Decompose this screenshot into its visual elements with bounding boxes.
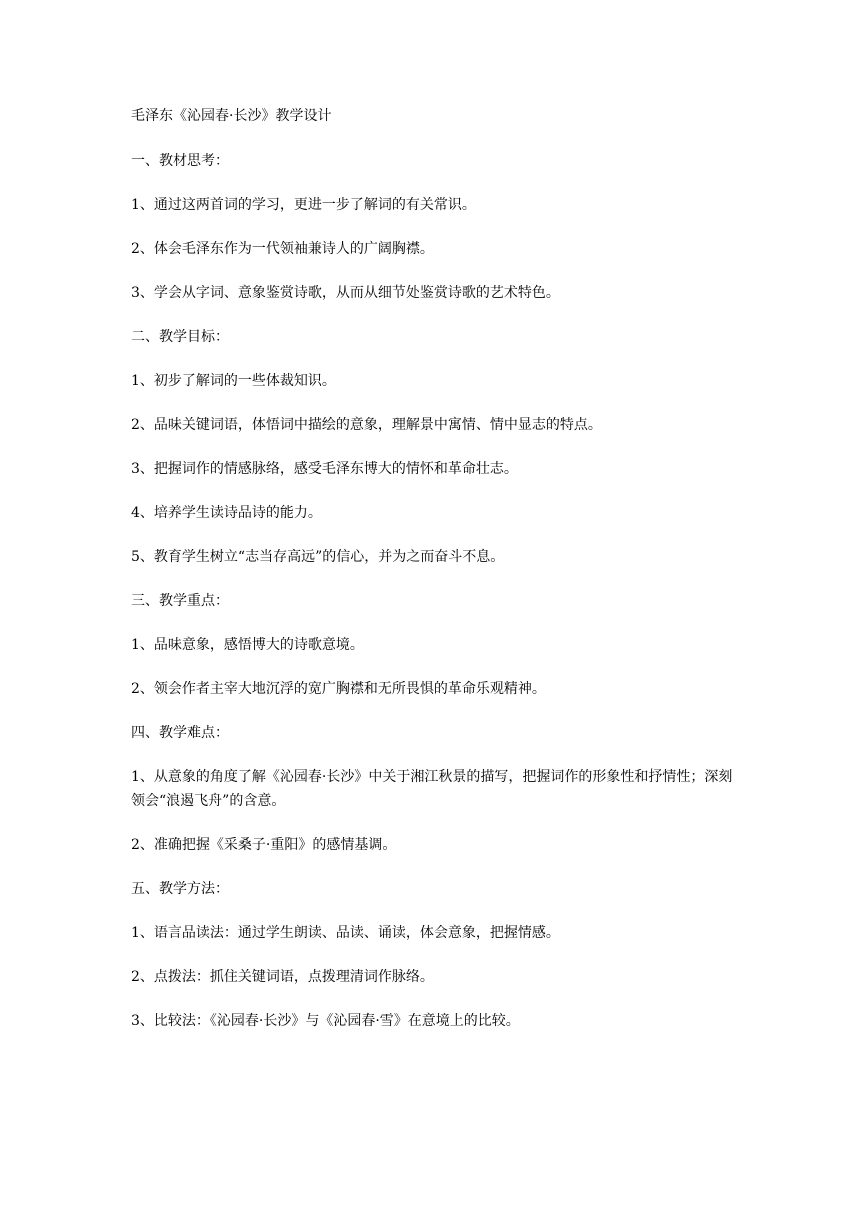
paragraph: 1、通过这两首词的学习，更进一步了解词的有关常识。 [131, 197, 476, 213]
paragraph: 2、准确把握《采桑子·重阳》的感情基调。 [131, 837, 397, 853]
paragraph: 1、初步了解词的一些体裁知识。 [131, 373, 336, 389]
paragraph: 3、把握词作的情感脉络，感受毛泽东博大的情怀和革命壮志。 [131, 461, 518, 477]
paragraph: 2、点拨法：抓住关键词语，点拨理清词作脉络。 [131, 969, 434, 985]
document-title: 毛泽东《沁园春·长沙》教学设计 [131, 108, 332, 124]
paragraph: 2、体会毛泽东作为一代领袖兼诗人的广阔胸襟。 [131, 241, 434, 257]
paragraph: 4、培养学生读诗品诗的能力。 [131, 505, 322, 521]
paragraph: 3、学会从字词、意象鉴赏诗歌，从而从细节处鉴赏诗歌的艺术特色。 [131, 285, 560, 301]
paragraph: 1、品味意象，感悟博大的诗歌意境。 [131, 637, 364, 653]
paragraph: 5、教育学生树立“志当存高远”的信心，并为之而奋斗不息。 [131, 549, 505, 565]
paragraph: 2、品味关键词语，体悟词中描绘的意象，理解景中寓情、情中显志的特点。 [131, 417, 602, 433]
paragraph: 3、比较法：《沁园春·长沙》与《沁园春·雪》在意境上的比较。 [131, 1013, 520, 1029]
section-heading-textbook-thinking: 一、教材思考： [131, 153, 229, 169]
paragraph: 2、领会作者主宰大地沉浮的宽广胸襟和无所畏惧的革命乐观精神。 [131, 681, 546, 697]
section-heading-difficulties: 四、教学难点： [131, 725, 229, 741]
section-heading-teaching-methods: 五、教学方法： [131, 881, 229, 897]
section-heading-key-points: 三、教学重点： [131, 593, 229, 609]
section-heading-teaching-goals: 二、教学目标： [131, 329, 229, 345]
paragraph: 1、从意象的角度了解《沁园春·长沙》中关于湘江秋景的描写，把握词作的形象性和抒情性；深刻领会“浪遏飞舟”的含意。 [131, 769, 733, 809]
paragraph: 1、语言品读法：通过学生朗读、品读、诵读，体会意象，把握情感。 [131, 925, 560, 941]
document-body [131, 104, 739, 1053]
